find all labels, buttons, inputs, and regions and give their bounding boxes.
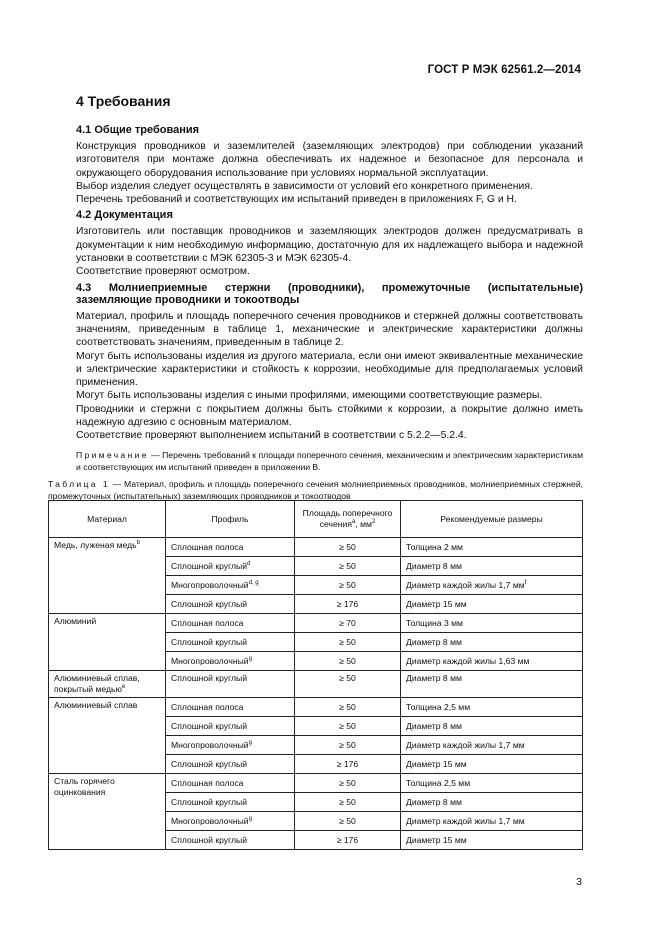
paragraph: Могут быть использованы изделия с иными профилями, имеющими соответствующие размеры. (76, 390, 543, 402)
area-cell: ≥ 176 (295, 595, 401, 614)
subsection-heading-4-3-cont: заземляющие проводники и токоотводы (76, 293, 300, 306)
dims-cell: Толщина 2 мм (401, 538, 583, 557)
dims-cell: Диаметр каждой жилы 1,7 мм (401, 736, 583, 755)
paragraph: Материал, профиль и площадь поперечного сечения проводников и стержней должны соответствовать значениям, приведенным в таблице 1, механические и электрические характеристики должны соответствовать значениям, приведенным в таблице 2. (76, 310, 583, 349)
paragraph: Проводники и стержни с покрытием должны быть стойкими к коррозии, а покрытие должно иметь надежную адгезию с основным материалом. (76, 403, 583, 429)
subsection-heading-4-3: 4.3 Молниеприемные стержни (проводники), промежуточные (испытательные) (76, 281, 583, 294)
header-dimensions: Рекомендуемые размеры (401, 501, 583, 538)
dims-cell: Диаметр 15 мм (401, 755, 583, 774)
section-title: 4 Требования (76, 93, 171, 109)
area-cell: ≥ 50 (295, 671, 401, 698)
area-cell: ≥ 50 (295, 812, 401, 831)
material-cell: Алюминиевый сплав, покрытый медью$^e$ (49, 671, 166, 698)
material-cell: Алюминий (49, 614, 166, 671)
profile-cell: Сплошной круглый (166, 633, 295, 652)
table-row (49, 671, 583, 698)
dims-cell: Толщина 2,5 мм (401, 698, 583, 717)
area-cell: ≥ 50 (295, 557, 401, 576)
paragraph: Перечень требований и соответствующих им испытаний приведен в приложениях F, G и H. (76, 194, 517, 206)
dims-cell: Диаметр каждой жилы 1,7 $мм^f$ (401, 576, 583, 595)
note-text: — Перечень требований к площади поперечного сечения, механическим и электрическим характеристикам и соответствующих им испытаний приведен в приложении B. (76, 449, 583, 472)
paragraph: Изготовитель или поставщик проводников и заземляющих электродов должен предусматривать в документации к ним необходимую информацию, достаточную для их надлежащего выбора и надежной установки в соответствии с МЭК 62305-3 и МЭК 62305-4. (76, 226, 583, 265)
area-cell: ≥ 50 (295, 698, 401, 717)
area-cell: ≥ 70 (295, 614, 401, 633)
note (76, 449, 583, 473)
table-caption-label: Таблица 1 (48, 478, 110, 489)
dims-cell: Толщина 3 мм (401, 614, 583, 633)
header-material: Материал (49, 501, 166, 538)
table-caption-text: — Материал, профиль и площадь поперечного сечения молниеприемных проводников, молниеприемных стержней, промежуточных (испытательных) заземляющих проводников и токоотводов (48, 478, 584, 501)
dims-cell: Диаметр 8 мм (401, 671, 583, 698)
page-number: 3 (576, 876, 582, 888)
table-row (49, 774, 583, 793)
profile-cell: Сплошной круглый (166, 717, 295, 736)
dims-cell: Диаметр каждой жилы 1,7 мм (401, 812, 583, 831)
subsection-heading-4-2: 4.2 Документация (76, 209, 173, 222)
note-label: Примечание (76, 449, 149, 460)
dims-cell: Диаметр 8 мм (401, 633, 583, 652)
materials-table (48, 500, 583, 850)
profile-cell: Сплошная полоса (166, 698, 295, 717)
profile-cell: Многопроволочный$^g$ (166, 736, 295, 755)
area-cell: ≥ 50 (295, 793, 401, 812)
profile-cell: Многопроволочный$^g$ (166, 652, 295, 671)
profile-cell: Сплошной круглый (166, 595, 295, 614)
profile-cell: Сплошной круглый (166, 671, 295, 698)
material-cell: Медь, луженая медь$^b$ (49, 538, 166, 614)
material-cell: Алюминиевый сплав (49, 698, 166, 774)
profile-cell: Сплошная полоса (166, 614, 295, 633)
area-cell: ≥ 176 (295, 831, 401, 850)
profile-cell: Сплошной круглый (166, 831, 295, 850)
header-area: Площадь поперечного сечения$^a$, $мм^2$ (295, 501, 401, 538)
profile-cell: Сплошная полоса (166, 538, 295, 557)
area-cell: ≥ 50 (295, 736, 401, 755)
profile-cell: Многопроволочный$^{d, g}$ (166, 576, 295, 595)
paragraph: Соответствие проверяют выполнением испытаний в соответствии с 5.2.2—5.2.4. (76, 430, 467, 442)
document-id: ГОСТ Р МЭК 62561.2—2014 (427, 64, 581, 76)
area-cell: ≥ 176 (295, 755, 401, 774)
dims-cell: Диаметр 15 мм (401, 831, 583, 850)
profile-cell: Сплошной круглый (166, 755, 295, 774)
profile-cell: Сплошной круглый (166, 793, 295, 812)
paragraph: Могут быть использованы изделия из другого материала, если они имеют эквивалентные механические и электрические характеристики и стойкость к коррозии, необходимые для предполагаемых условий применения. (76, 350, 583, 389)
material-cell: Сталь горячего оцинкования (49, 774, 166, 850)
area-cell: ≥ 50 (295, 717, 401, 736)
dims-cell: Диаметр 8 мм (401, 557, 583, 576)
paragraph: Соответствие проверяют осмотром. (76, 266, 250, 278)
table-row (49, 538, 583, 557)
header-profile: Профиль (166, 501, 295, 538)
table-header-row (49, 501, 583, 538)
paragraph: Конструкция проводников и заземлителей (заземляющих электродов) при соблюдении указаний изготовителя при монтаже должна обеспечивать их надежное и безопасное для персонала и окружающего оборудования использование при условиях нормальной эксплуатации. (76, 141, 583, 179)
subsection-heading-4-1: 4.1 Общие требования (76, 124, 200, 136)
dims-cell: Диаметр 8 мм (401, 717, 583, 736)
area-cell: ≥ 50 (295, 538, 401, 557)
dims-cell: Толщина 2,5 мм (401, 774, 583, 793)
area-cell: ≥ 50 (295, 774, 401, 793)
profile-cell: Сплошной круглый$^d$ (166, 557, 295, 576)
profile-cell: Многопроволочный$^g$ (166, 812, 295, 831)
profile-cell: Сплошная полоса (166, 774, 295, 793)
area-cell: ≥ 50 (295, 576, 401, 595)
table-caption (48, 478, 583, 502)
paragraph: Выбор изделия следует осуществлять в зависимости от условий его конкретного применения. (76, 180, 533, 192)
section-content (48, 124, 584, 502)
dims-cell: Диаметр 15 мм (401, 595, 583, 614)
area-cell: ≥ 50 (295, 633, 401, 652)
dims-cell: Диаметр каждой жилы 1,63 мм (401, 652, 583, 671)
dims-cell: Диаметр 8 мм (401, 793, 583, 812)
table-row (49, 614, 583, 633)
table-row (49, 698, 583, 717)
area-cell: ≥ 50 (295, 652, 401, 671)
